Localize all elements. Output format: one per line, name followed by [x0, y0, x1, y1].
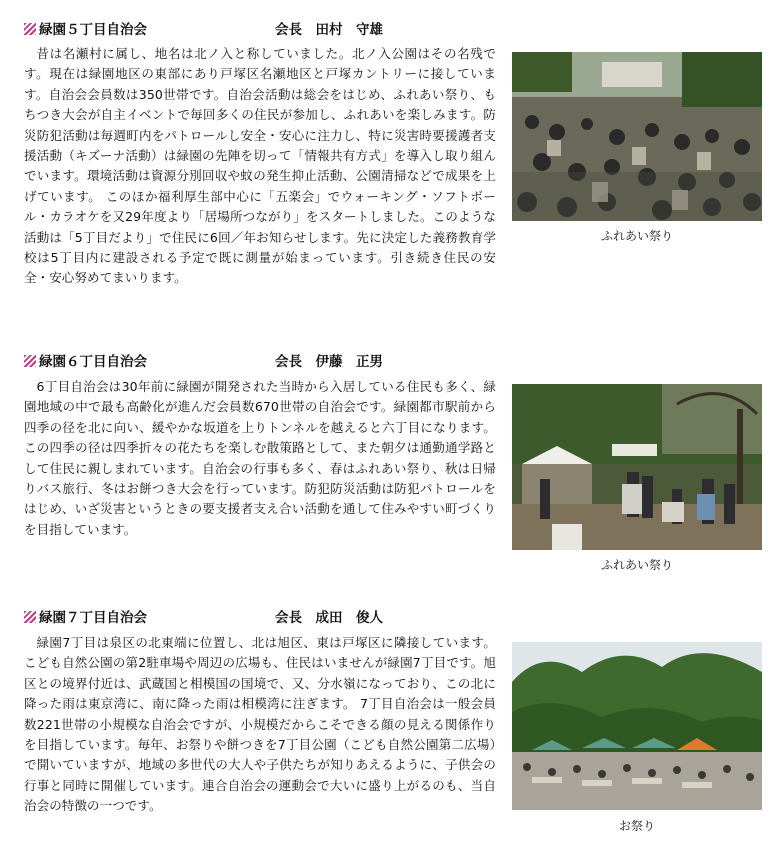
section-1-chair: 会長 田村 守雄 — [275, 22, 383, 38]
section-1-body: 昔は名瀬村に属し、地名は北ノ入と称していました。北ノ入公園はその名残です。現在は緑園地区の東部にあり戸塚区名瀬地区と戸塚カントリーに接しています。自治会会員数は350世帯です。自治会活動は総会をはじめ、ふれあい祭り、もちつき大会が自主イベントで毎回多くの住民が参加し、ふれあいを楽しみます。防災防犯活動は毎週町内をパトロールし安全・安心に注力し、特に災害時要援護者支援活動（キズーナ活動）は緑園の先陣を切って「情報共有方式」を導入し取り組んでいます。環境活動は資源分別回収や蚊の発生抑止活動、公園清掃などで成果を上げています。 このほか福利厚生部中心に「五楽会」でウォーキング・ソフトボール・カラオケを又29年度より「居場所つながり」をスタートしました。このような活動は「5丁目だより」で住民に6回／年お知らせします。先に決定した義務教育学校は5丁目内に建設される予定で既に測量が始まっています。引き続き住民の安全・安心努めてまいります。 — [24, 46, 496, 286]
section-mark-icon — [24, 355, 36, 367]
section-mark-icon — [24, 611, 36, 623]
section-3-caption: お祭り — [618, 819, 655, 833]
section-2-caption: ふれあい祭り — [600, 558, 673, 572]
section-mark-icon — [24, 23, 36, 35]
section-1-title: 緑園５丁目自治会 — [24, 22, 147, 38]
section-3-photo — [512, 642, 762, 810]
section-2-chair: 会長 伊藤 正男 — [275, 354, 383, 370]
section-3-chair: 会長 成田 俊人 — [275, 610, 383, 626]
section-2-body: 6丁目自治会は30年前に緑園が開発された当時から入居している住民も多く、緑園地域の中で最も高齢化が進んだ会員数670世帯の自治会です。緑園都市駅前から四季の径を北に向い、緩やかな坂道を上りトンネルを越えると六丁目になります。この四季の径は四季折々の花たちを楽しむ散策路として、また朝夕は通勤通学路として住民に親しまれています。自治会の行事も多く、春はふれあい祭り、秋は日帰りバス旅行、冬はお餅つき大会を行っています。防犯防災活動は防犯パトロールをはじめ、いざ災害というときの要支援者支え合い活動を通して住みやすい町づくりを目指しています。 — [24, 379, 496, 537]
section-2-title: 緑園６丁目自治会 — [24, 354, 147, 370]
section-2-photo — [512, 384, 762, 550]
section-3-body: 緑園7丁目は泉区の北東端に位置し、北は旭区、東は戸塚区に隣接しています。こども自然公園の第2駐車場や周辺の広場も、住民はいませんが緑園7丁目です。旭区との境界付近は、武蔵国と相模国の国境で、又、分水嶺になっており、この北に降った雨は東京湾に、南に降った雨は相模湾に注ぎます。 7丁目自治会は一般会員数221世帯の小規模な自治会ですが、小規模だからこそできる顔の見える関係作りを目指しています。毎年、お祭りや餅つきを7丁目公園（こども自然公園第二広場）で開いていますが、地域の多世代の大人や子供たちが知りあえるように、子供会の行事と同時に開催しています。連合自治会の運動会で大いに盛り上がるのも、当自治会の特徴の一つです。 — [24, 635, 496, 814]
section-1-photo — [512, 52, 762, 221]
section-3-title: 緑園７丁目自治会 — [24, 610, 147, 626]
section-1-caption: ふれあい祭り — [600, 229, 673, 243]
